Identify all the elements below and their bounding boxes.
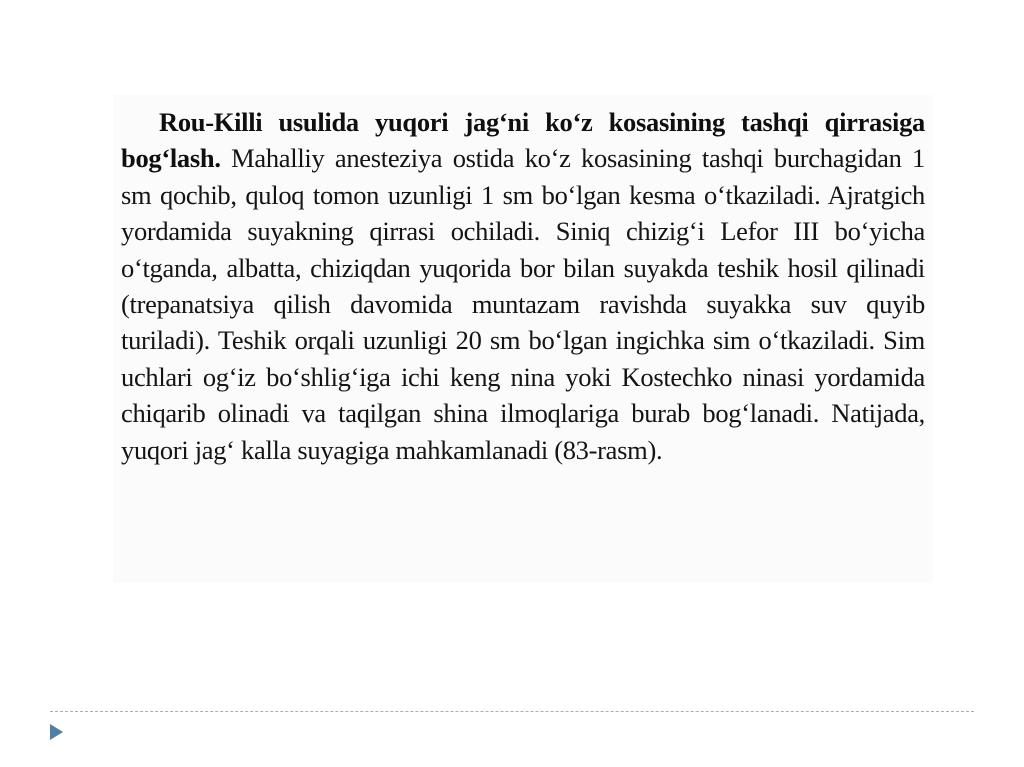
footer-divider xyxy=(50,711,974,712)
paragraph xyxy=(113,95,933,468)
paragraph-heading: Rou-Killi usulida yuqori jag‘ni ko‘z kosasining tashqi qirrasiga bog‘lash. xyxy=(121,107,925,174)
triangle-right-icon[interactable] xyxy=(48,723,64,741)
paragraph-body: Mahalliy anesteziya ostida ko‘z kosasining tashqi burchagidan 1 sm qochib, quloq tomon uzunligi 1 sm bo‘lgan kesma o‘tkaziladi. Ajratgich yordamida suyakning qirrasi ochiladi. Siniq chizig‘i Lefor III bo‘yicha o‘tganda, albatta, chiziqdan yuqorida bor bilan suyakda teshik hosil qilinadi (trepanatsiya qilish davomida muntazam ravishda suyakka suv quyib turiladi). Teshik orqali uzunligi 20 sm bo‘lgan ingichka sim o‘tkaziladi. Sim uchlari og‘iz bo‘shlig‘iga ichi keng nina yoki Kostechko ninasi yordamida chiqarib olinadi va taqilgan shina ilmoqlariga burab bog‘lanadi. Natijada, yuqori jag‘ kalla suyagiga mahkamlanadi (83-rasm). xyxy=(121,143,925,465)
scanned-text-image xyxy=(113,95,933,583)
